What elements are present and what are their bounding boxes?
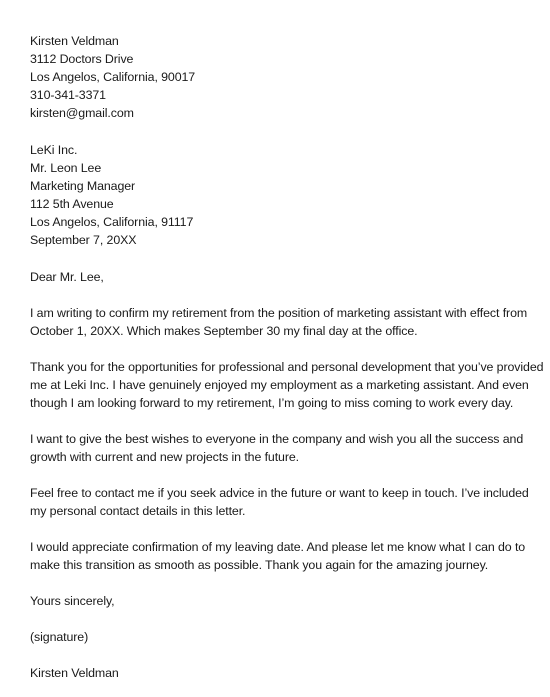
body-paragraph-3	[30, 430, 535, 466]
recipient-city: Los Angelos, California, 91117	[30, 215, 194, 229]
paragraph-line: I want to give the best wishes to everyone in the company and wish you all the success and	[30, 432, 524, 446]
spacer	[30, 520, 535, 538]
paragraph-line: I am writing to confirm my retirement from the position of marketing assistant with effect from	[30, 306, 528, 320]
sender-street: 3112 Doctors Drive	[30, 52, 134, 66]
recipient-address-block	[30, 141, 535, 249]
closing: Yours sincerely,	[30, 594, 115, 608]
spacer	[30, 122, 535, 141]
recipient-company: LeKi Inc.	[30, 143, 78, 157]
spacer	[30, 610, 535, 628]
signature-placeholder: (signature)	[30, 630, 89, 644]
salutation: Dear Mr. Lee,	[30, 270, 104, 284]
paragraph-line: me at Leki Inc. I have genuinely enjoyed my employment as a marketing assistant. And even	[30, 378, 529, 392]
spacer	[30, 340, 535, 358]
sender-name: Kirsten Veldman	[30, 34, 119, 48]
recipient-title: Marketing Manager	[30, 179, 136, 193]
sender-phone: 310-341-3371	[30, 88, 106, 102]
signoff-name: Kirsten Veldman	[30, 666, 119, 680]
sender-address-block	[30, 32, 535, 122]
sender-city: Los Angelos, California, 90017	[30, 70, 196, 84]
body-paragraph-1	[30, 304, 535, 340]
body-paragraph-2	[30, 358, 544, 412]
paragraph-line: my personal contact details in this letter.	[30, 504, 246, 518]
paragraph-line: though I am looking forward to my retirement, I’m going to miss coming to work every day.	[30, 396, 514, 410]
paragraph-line: Thank you for the opportunities for professional and personal development that you’ve provided	[30, 360, 544, 374]
paragraph-line: growth with current and new projects in the future.	[30, 450, 300, 464]
paragraph-line: I would appreciate confirmation of my leaving date. And please let me know what I can do to	[30, 540, 526, 554]
paragraph-line: October 1, 20XX. Which makes September 30 my final day at the office.	[30, 324, 418, 338]
spacer	[30, 574, 535, 592]
body-paragraph-4	[30, 484, 535, 520]
paragraph-line: make this transition as smooth as possible. Thank you again for the amazing journey.	[30, 558, 489, 572]
spacer	[30, 412, 535, 430]
spacer	[30, 646, 535, 664]
body-paragraph-5	[30, 538, 535, 574]
spacer	[30, 249, 535, 268]
recipient-name: Mr. Leon Lee	[30, 161, 102, 175]
paragraph-line: Feel free to contact me if you seek advice in the future or want to keep in touch. I’ve included	[30, 486, 529, 500]
letter-date: September 7, 20XX	[30, 233, 137, 247]
spacer	[30, 286, 535, 304]
letter-document	[30, 32, 544, 682]
recipient-street: 112 5th Avenue	[30, 197, 114, 211]
sender-email: kirsten@gmail.com	[30, 106, 134, 120]
spacer	[30, 466, 535, 484]
